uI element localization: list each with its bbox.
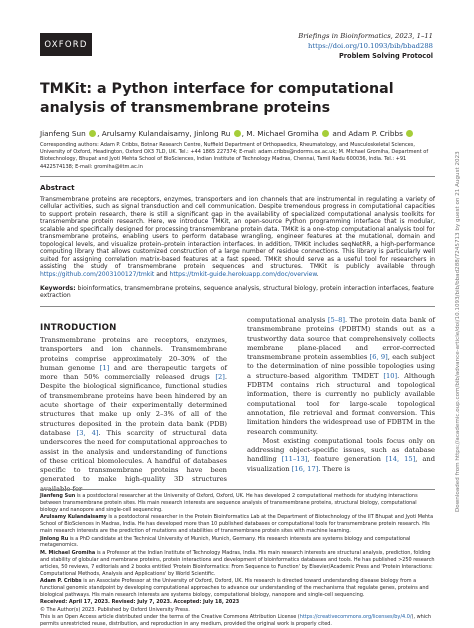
conjunction: and [156,270,168,278]
body-text: . This scarcity of structural data underscores the need for computational approaches to assist in the analysis and understanding of functions of these critical biomolecules. A handful of databases specific to transmembrane proteins have been generated to make high-quality 3D structures available for [40,428,227,493]
bio-name: Jianfeng Sun [40,493,76,499]
body-text: . There is [318,464,351,473]
citation-link[interactable]: [5–8] [327,316,345,324]
citation-link[interactable]: [14, 15] [385,455,416,464]
body-text: , feature generation [307,455,381,464]
body-text: . Despite the biological significance, functional studies of transmembrane proteins have been hindered by an acute shortage of their experimentally determined structures that make up only 2–3% of all of the structures deposited in the protein data bank (PDB) database [40,373,227,437]
bio-text: is a PhD candidate at the Technical University of Munich, Munich, Germany. His research interests are systems biology and computational metagenomics. [40,535,411,549]
license-text: This is an Open Access article distributed under the terms of the Creative Commons Attribution License ( [40,613,300,620]
divider [40,489,435,490]
author-name[interactable]: M. Michael Gromiha [246,129,319,138]
bio-name: Adam P. Cribbs [40,578,82,584]
author-bio [40,578,435,599]
bio-text: is a postdoctoral researcher at the University of Oxford, Oxford, UK. He has developed 2 computational methods for studying interactions between transmembrane protein sites. His main research interests are sequence analysis of transmembrane proteins, structural biology, computational biology and nanopore and single-cell sequencing. [40,493,418,513]
article-dates [40,599,435,606]
download-watermark [454,112,464,512]
bio-name: Jinlong Ru [40,535,69,542]
license-link[interactable]: https://creativecommons.org/licenses/by/4.0/ [299,613,412,620]
doi-link[interactable]: https://doi.org/10.1093/bib/bbad288 [308,42,433,50]
oxford-logo: OXFORD [40,33,92,56]
author-name[interactable]: Arulsamy Kulandaisamy, [101,129,192,138]
body-text: , and visualization [247,455,435,473]
bio-text: is a postdoctoral researcher in the Protein Bioinformatics Lab at the Department of Biotechnology of the IIT Bhupat and Jyoti Mehta School of BioSciences in Madras, India. He has developed more than 10 published databases or computational tools for transmembrane protein research. His main research interests are the prediction of mutations and stabilities of transmembrane protein sites with machine learning. [40,514,434,535]
article-title: TMKit: a Python interface for computational analysis of transmembrane proteins [40,81,394,116]
github-link[interactable]: https://github.com/2003100127/tmkit [40,270,155,278]
body-text: Transmembrane proteins are receptors, enzymes, transporters and ion channels. Transmembrane proteins comprise approximately 20–30% of the human genome [40,336,227,372]
citation-link[interactable]: [11–13] [281,455,308,464]
citation-link[interactable]: [3, 4] [76,428,99,437]
citation-link[interactable]: [10] [383,371,398,380]
body-text: and are therapeutic targets of more than 50% commercially released drugs [40,363,227,382]
citation-link[interactable]: [2] [215,373,225,382]
docs-link[interactable]: https://tmkit-guide.herokuapp.com/doc/overview [169,270,317,278]
divider [40,176,435,177]
author-list: Jianfeng Sun , Arulsamy Kulandaisamy, Jinlong Ru , M. Michael Gromiha and Adam P. Cribbs [40,129,440,138]
bio-name: M. Michael Gromiha [40,549,96,556]
license [40,614,435,628]
orcid-icon[interactable] [406,130,413,137]
citation-link[interactable]: [6, 9] [369,353,388,362]
keywords [40,285,435,300]
journal-citation: Briefings in Bioinformatics, 2023, 1–11 [298,32,433,40]
intro-column-right [247,316,435,474]
download-note: Downloaded from https://academic.oup.com/bib/advance-article/doi/10.1093/bib/bbad288/7245713 by guest on 21 August 2023 [455,151,461,512]
license-text: ), which permits unrestricted reuse, distribution, and reproduction in any medium, provided the original work is properly cited. [40,613,431,627]
bio-text: is an Associate Professor at the University of Oxford, Oxford, UK. His research is directed toward understanding disease biology from a functional genomic standpoint by developing computational approaches to advance our understanding of the mechanisms that regulate genes, proteins and biological pathways. His main research interests are systems biology, computational biology, nanopore and single-cell sequencing. [40,578,429,598]
citation-link[interactable]: [16, 17] [291,464,319,473]
corresponding-authors: Corresponding authors: Adam P. Cribbs, Botnar Research Centre, Nuffield Department of Orthopaedics, Rheumatology, and Musculoskeletal Sciences, University of Oxford, Headington, Oxford OX3 7LD, UK. Tel.: +44 1865 227374; E-mail: adam.cribbs@ndorms.ox.ac.uk; M. Michael Gromiha, Department of Biotechnology, Bhupat and Jyoti Mehta School of BioSciences, Indian Institute of Technology Madras, Chennai, Tamil Nadu 600036, India. Tel.: +91 4422574138; E-mail: gromiha@iitm.ac.in [40,142,429,170]
bio-text: is a Professor at the Indian Institute of Technology Madras, India. His main research interests are structural analysis, prediction, folding and stability of globular and membrane proteins, protein interactions and development of bioinformatics databases and tools. He has published >250 research articles, 50 reviews, 7 editorials and 2 books entitled 'Protein Bioinformatics: From Sequence to Function' by Elsevier/Academic Press and 'Protein Interactions: Computational Methods, Analysis and Applications' by World Scientific. [40,549,435,577]
body-text: , each subject to the determination of nine possible topologies using a structure-based algorithm TMDET [247,353,435,380]
introduction-heading: INTRODUCTION [40,323,117,333]
abstract-body [40,196,435,278]
article-type: Problem Solving Protocol [338,52,433,60]
intro-column-left [40,336,227,494]
orcid-icon[interactable] [322,130,329,137]
keywords-label: Keywords: [40,285,76,292]
dates-text: Received: April 17, 2023. Revised: July 7, 2023. Accepted: July 18, 2023 [40,599,240,606]
body-text: Most existing computational tools focus only on addressing object-specific issues, such as database handling [247,436,435,464]
copyright: © The Author(s) 2023. Published by Oxford University Press. [40,606,190,613]
author-name[interactable]: Jianfeng Sun [40,129,86,138]
orcid-icon[interactable] [234,130,241,137]
divider [40,306,435,307]
body-text: . The protein data bank of transmembrane proteins (PDBTM) stands out as a trustworthy data source that comprehensively collects membrane plane-placed and error-corrected transmembrane protein assemblies [247,316,435,362]
author-bio [40,514,435,535]
author-bio [40,493,435,514]
author-name[interactable]: Jinlong Ru [194,129,231,138]
orcid-icon[interactable] [89,130,96,137]
body-text: . Although FDBTM contains rich structural and topological information, there is currently no publicly available computational tool for large-scale topological annotation, file retrieval and format conversion. This limitation hinders the widespread use of FDBTM in the research community. [247,371,435,436]
abstract-end: . [316,270,319,278]
author-bio [40,536,435,550]
bio-name: Arulsamy Kulandaisamy [40,514,107,521]
author-name[interactable]: and Adam P. Cribbs [332,129,403,138]
citation-link[interactable]: [1] [99,363,110,372]
author-biographies [40,493,435,628]
abstract-text: Transmembrane proteins are receptors, enzymes, transporters and ion channels that are instrumental in regulating a variety of cellular activities, such as signal transduction and cell communication. Despite tremendous progress in computational capacities to support protein research, there is still a significant gap in the availability of specialized computational analysis toolkits for transmembrane protein research. Here, we introduce TMKit, an open-source Python programming interface that is modular, scalable and specifically designed for processing transmembrane protein data. TMKit is a one-stop computational analysis tool for transmembrane proteins, enabling users to perform database wrangling, engineer features at the mutational, domain and topological levels, and visualize protein–protein interaction interfaces. In addition, TMKit includes seqNetRR, a high-performance computing library that allows customized construction of a large number of residue connections. This library is particularly well suited for assigning correlation matrix-based features at a fast speed. TMKit should serve as a useful tool for researchers in assisting the study of transmembrane protein sequences and structures. TMKit is publicly available through [40,196,435,271]
body-text: computational analysis [247,316,326,324]
abstract-heading: Abstract [40,183,75,192]
keywords-text: bioinformatics, transmembrane proteins, sequence analysis, structural biology, protein interaction interfaces, feature extraction [40,285,434,300]
author-bio [40,550,435,578]
